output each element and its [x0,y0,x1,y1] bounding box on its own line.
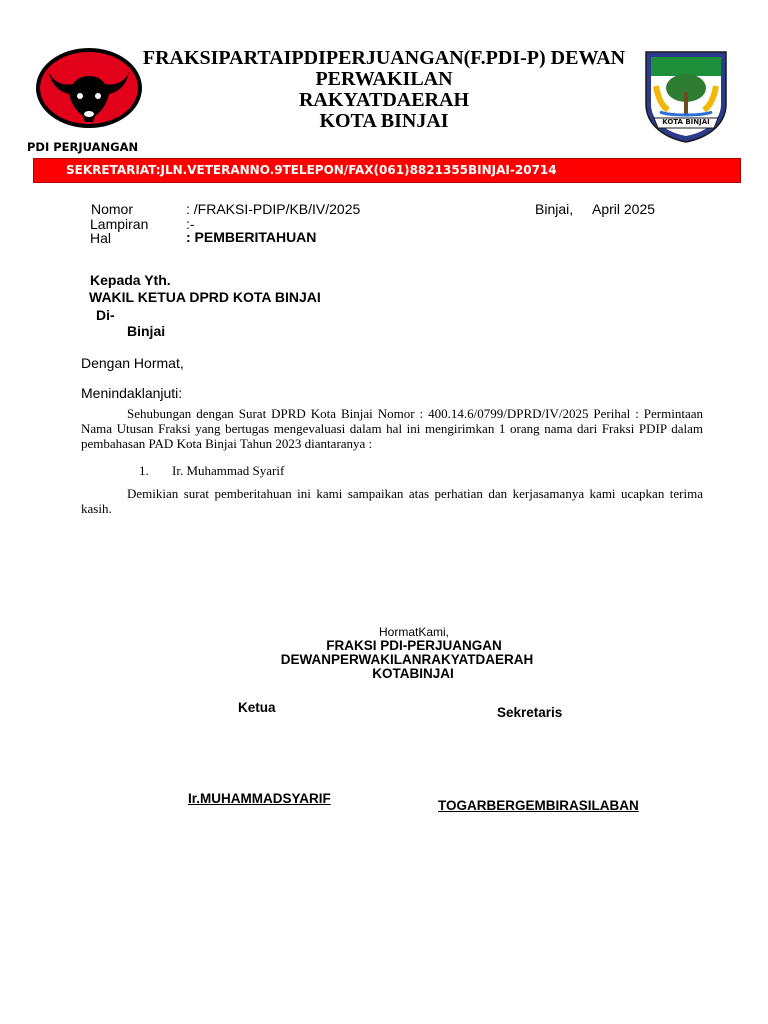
logo-right-caption: KOTA BINJAI [662,118,710,126]
header-title-line1: FRAKSIPARTAIPDIPERJUANGAN(F.PDI-P) DEWAN [142,47,626,69]
intro-text: Menindaklanjuti: [81,385,183,401]
letter-date: April 2025 [592,201,656,217]
recipient-di: Di- [96,307,115,323]
list-item-number: 1. [139,463,149,478]
logo-left-caption: PDI PERJUANGAN [27,140,139,154]
recipient-name: WAKIL KETUA DPRD KOTA BINJAI [89,289,321,305]
nomor-value: : /FRAKSI-PDIP/KB/IV/2025 [186,201,361,217]
secretariat-banner [33,158,741,183]
hal-label: Hal [90,230,112,246]
closing-paragraph: Demikian surat pemberitahuan ini kami sampaikan atas perhatian dan kerjasamanya kami ucapkan terima kasih. [81,486,703,516]
chair-name: Ir.MUHAMMADSYARIF [188,791,331,806]
signature-org-line3: KOTABINJAI [372,666,454,681]
header-title-line2: PERWAKILAN [315,68,453,90]
kota-binjai-emblem [640,46,732,144]
bull-emblem-icon [33,48,145,142]
lampiran-value: :- [186,216,195,232]
recipient-city: Binjai [127,323,166,339]
city-shield-icon [640,46,732,144]
letter-place: Binjai, [535,201,574,217]
body-paragraph: Sehubungan dengan Surat DPRD Kota Binjai Nomor : 400.14.6/0799/DPRD/IV/2025 Perihal : Permintaan Nama Utusan Fraksi yang bertugas mengevaluasi dalam hal ini mengirimkan 1 orang nama dari Fraksi PDIP dalam pembahasan PAD Kota Binjai Tahun 2023 diantaranya : [81,406,703,451]
header-title-line4: KOTA BINJAI [319,110,449,132]
greeting: Dengan Hormat, [81,355,184,371]
lampiran-label: Lampiran [90,216,149,232]
signature-org-line2: DEWANPERWAKILANRAKYATDAERAH [280,652,534,667]
secretary-title: Sekretaris [497,705,563,720]
chair-title: Ketua [238,700,276,715]
recipient-salutation: Kepada Yth. [90,272,171,288]
secretariat-address: SEKRETARIAT:JLN.VETERANNO.9TELEPON/FAX(061)8821355BINJAI-20714 [66,163,557,177]
header-title-line3: RAKYATDAERAH [298,89,470,111]
list-item-name: Ir. Muhammad Syarif [172,463,285,478]
regards-text: HormatKami, [378,625,449,639]
signature-org-line1: FRAKSI PDI-PERJUANGAN [326,638,502,653]
nomor-label: Nomor [91,201,134,217]
pdi-perjuangan-logo [27,48,145,154]
secretary-name: TOGARBERGEMBIRASILABAN [438,798,639,813]
hal-value: : PEMBERITAHUAN [186,229,317,245]
